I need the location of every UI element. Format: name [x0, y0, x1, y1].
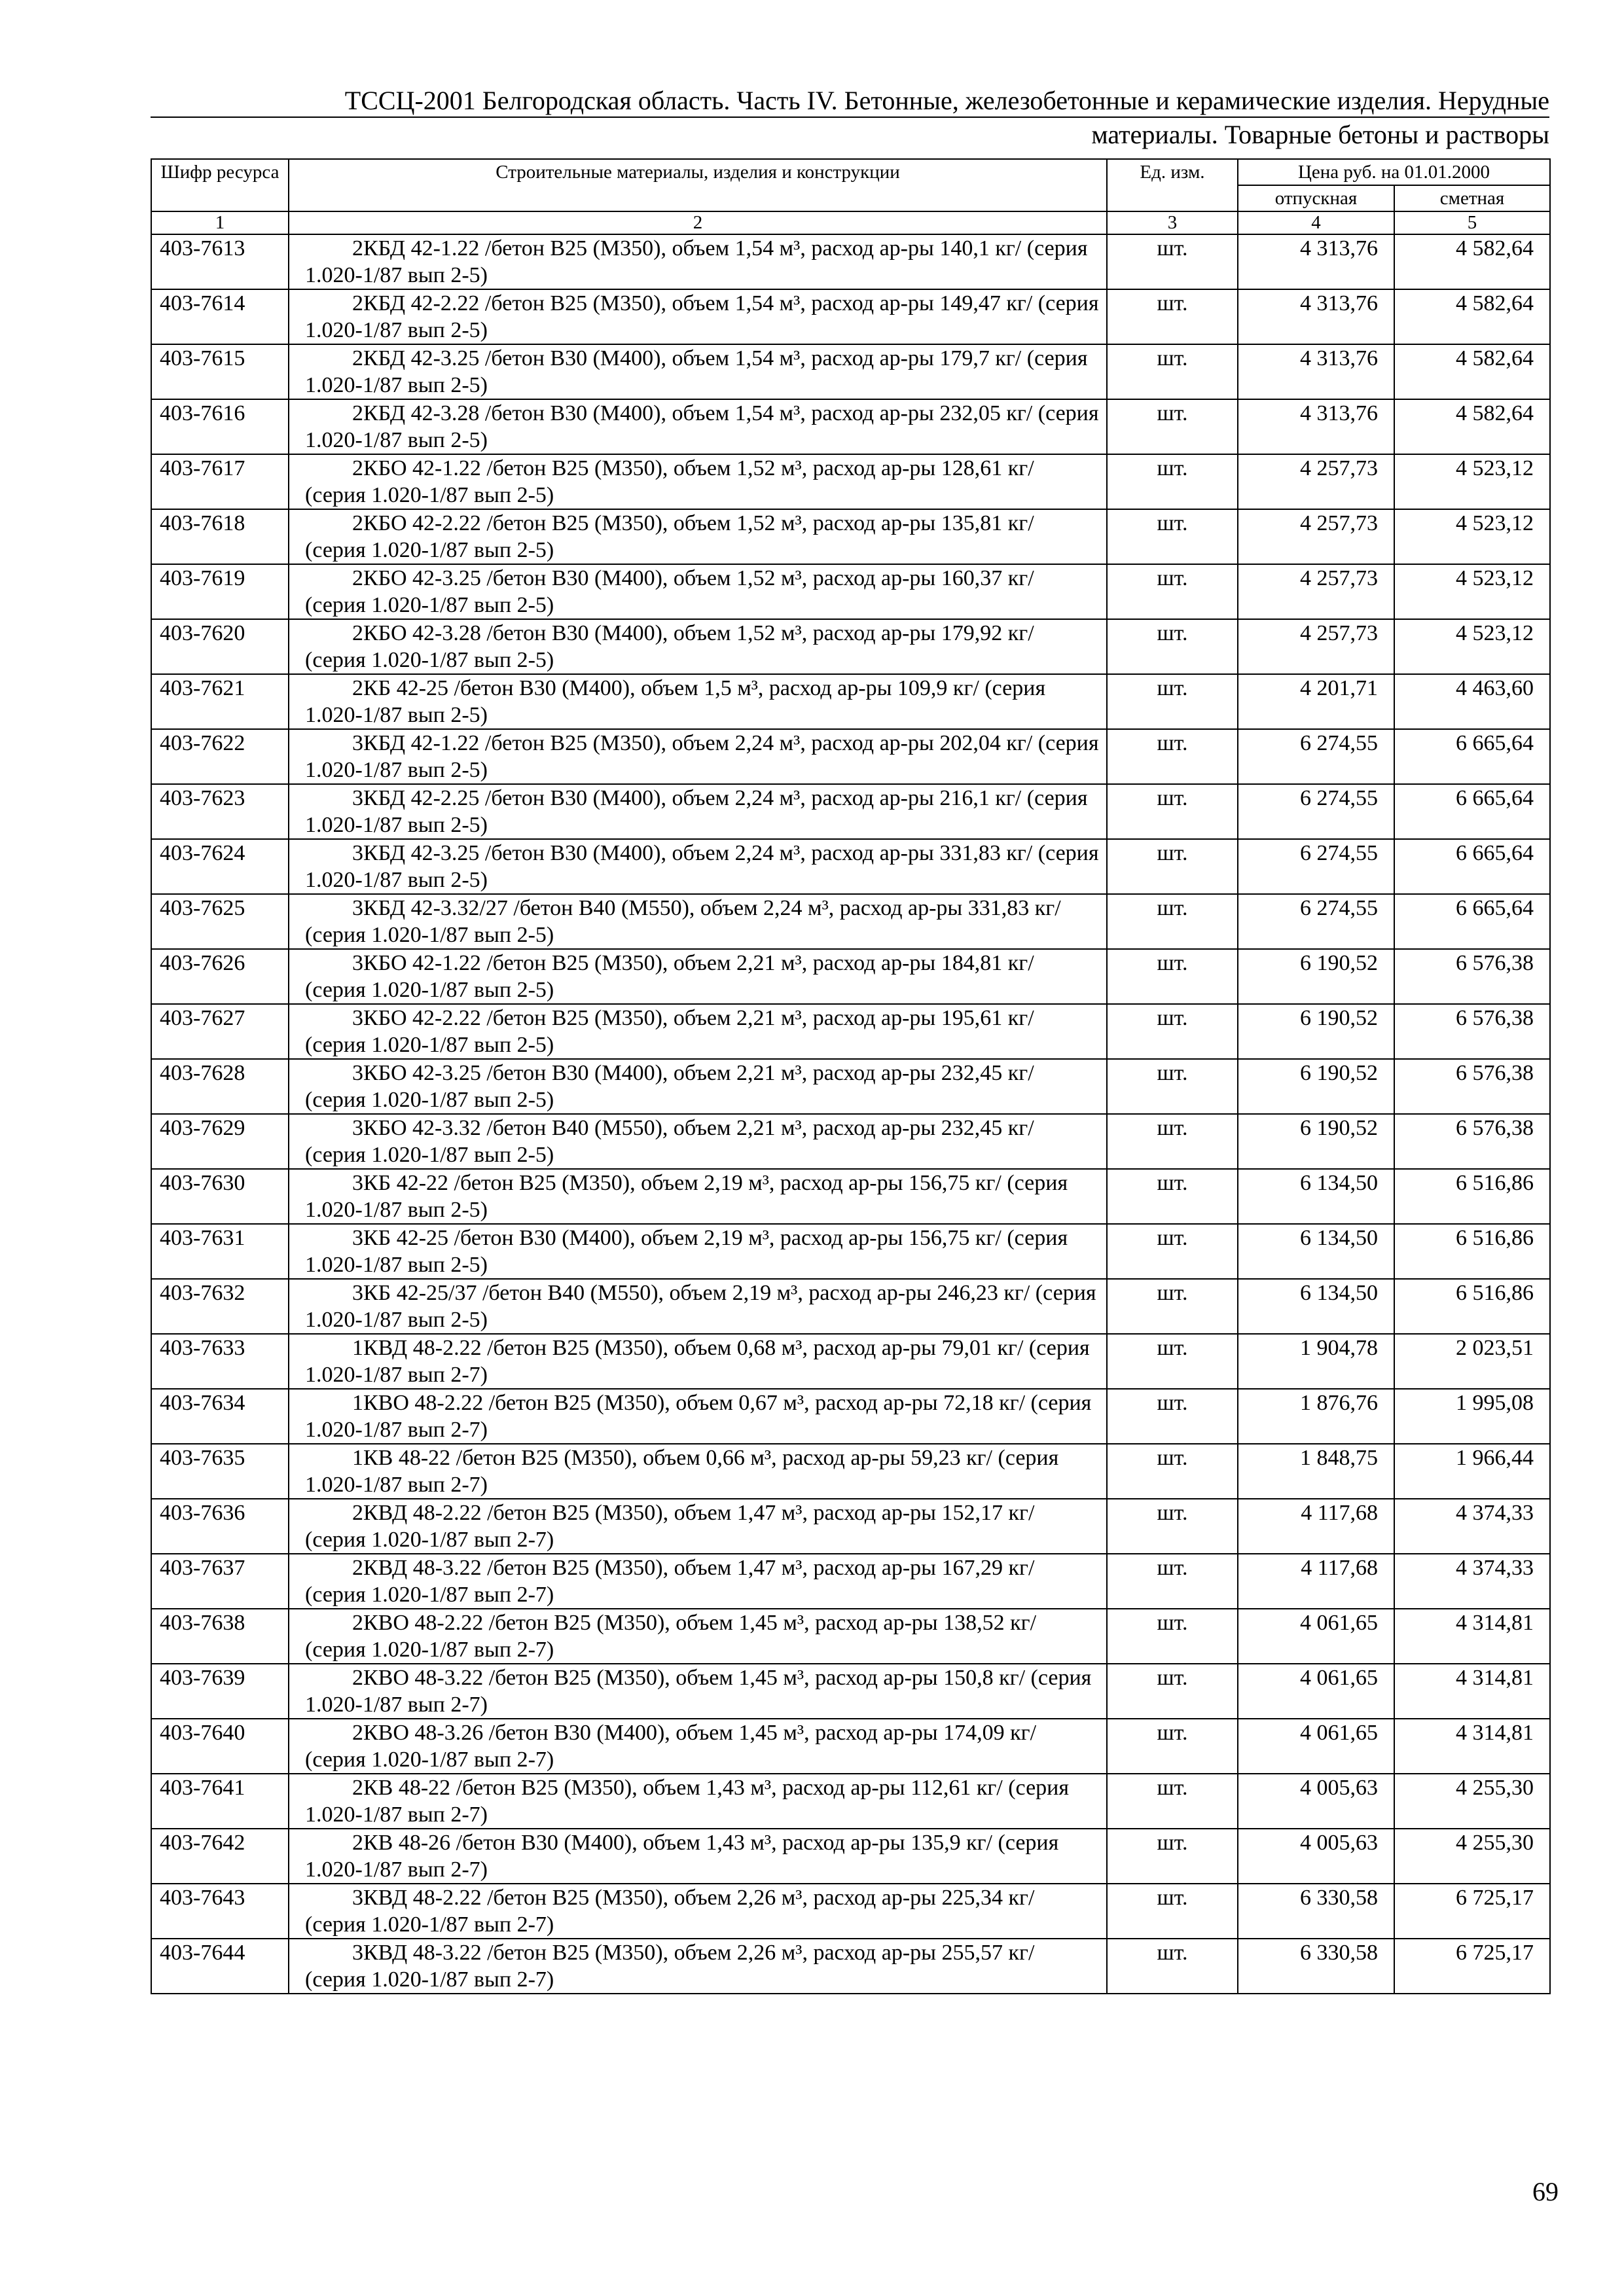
description-cell: 3КБД 42-3.32/27 /бетон В40 (М550), объем 2,24 м³, расход ар-ры 331,83 кг/ (серия 1.020-1/87 вып 2-5) [289, 894, 1107, 949]
column-number: 4 [1238, 211, 1394, 234]
unit-cell: шт. [1107, 1609, 1238, 1664]
resource-code-cell: 403-7624 [151, 839, 289, 894]
table-row [151, 1169, 1550, 1224]
release-price-cell: 6 190,52 [1238, 1004, 1394, 1059]
table-row [151, 839, 1550, 894]
header-title-line-1: ТССЦ-2001 Белгородская область. Часть IV. Бетонные, железобетонные и керамические изделия. Нерудные [344, 86, 1549, 115]
release-price-cell: 4 313,76 [1238, 399, 1394, 454]
unit-cell: шт. [1107, 1169, 1238, 1224]
unit-cell: шт. [1107, 1334, 1238, 1389]
resource-code-cell: 403-7635 [151, 1444, 289, 1499]
resource-code-cell: 403-7625 [151, 894, 289, 949]
release-price-cell: 6 190,52 [1238, 1059, 1394, 1114]
release-price-cell: 6 134,50 [1238, 1224, 1394, 1279]
release-price-cell: 4 061,65 [1238, 1664, 1394, 1719]
unit-cell: шт. [1107, 839, 1238, 894]
resource-code-cell: 403-7618 [151, 509, 289, 564]
release-price-cell: 4 061,65 [1238, 1719, 1394, 1774]
unit-cell: шт. [1107, 1829, 1238, 1884]
description-cell: 2КБД 42-3.25 /бетон В30 (М400), объем 1,54 м³, расход ар-ры 179,7 кг/ (серия 1.020-1/87 вып 2-5) [289, 344, 1107, 399]
release-price-cell: 6 274,55 [1238, 839, 1394, 894]
description-cell: 3КБД 42-3.25 /бетон В30 (М400), объем 2,24 м³, расход ар-ры 331,83 кг/ (серия 1.020-1/87 вып 2-5) [289, 839, 1107, 894]
unit-cell: шт. [1107, 1939, 1238, 1994]
unit-cell: шт. [1107, 894, 1238, 949]
description-cell: 3КВД 48-2.22 /бетон В25 (М350), объем 2,26 м³, расход ар-ры 225,34 кг/ (серия 1.020-1/87 вып 2-7) [289, 1884, 1107, 1939]
description-cell: 3КБО 42-3.32 /бетон В40 (М550), объем 2,21 м³, расход ар-ры 232,45 кг/ (серия 1.020-1/87 вып 2-5) [289, 1114, 1107, 1169]
resource-code-cell: 403-7641 [151, 1774, 289, 1829]
estimate-price-cell: 1 995,08 [1394, 1389, 1550, 1444]
release-price-cell: 4 117,68 [1238, 1499, 1394, 1554]
unit-cell: шт. [1107, 564, 1238, 619]
column-header-release-price: отпускная [1238, 185, 1394, 211]
resource-code-cell: 403-7637 [151, 1554, 289, 1609]
estimate-price-cell: 1 966,44 [1394, 1444, 1550, 1499]
unit-cell: шт. [1107, 1499, 1238, 1554]
unit-cell: шт. [1107, 1389, 1238, 1444]
release-price-cell: 6 134,50 [1238, 1279, 1394, 1334]
table-row [151, 234, 1550, 289]
description-cell: 2КБД 42-2.22 /бетон В25 (М350), объем 1,54 м³, расход ар-ры 149,47 кг/ (серия 1.020-1/87 вып 2-5) [289, 289, 1107, 344]
table-row [151, 1554, 1550, 1609]
table-row [151, 564, 1550, 619]
estimate-price-cell: 6 576,38 [1394, 1114, 1550, 1169]
estimate-price-cell: 4 314,81 [1394, 1664, 1550, 1719]
release-price-cell: 4 061,65 [1238, 1609, 1394, 1664]
table-row [151, 1939, 1550, 1994]
description-cell: 1КВ 48-22 /бетон В25 (М350), объем 0,66 м³, расход ар-ры 59,23 кг/ (серия 1.020-1/87 вып 2-7) [289, 1444, 1107, 1499]
resource-code-cell: 403-7622 [151, 729, 289, 784]
release-price-cell: 1 904,78 [1238, 1334, 1394, 1389]
resource-code-cell: 403-7615 [151, 344, 289, 399]
estimate-price-cell: 6 665,64 [1394, 729, 1550, 784]
description-cell: 2КВО 48-3.22 /бетон В25 (М350), объем 1,45 м³, расход ар-ры 150,8 кг/ (серия 1.020-1/87 вып 2-7) [289, 1664, 1107, 1719]
resource-code-cell: 403-7621 [151, 674, 289, 729]
unit-cell: шт. [1107, 1719, 1238, 1774]
column-header-price-group: Цена руб. на 01.01.2000 [1238, 159, 1550, 185]
estimate-price-cell: 6 725,17 [1394, 1939, 1550, 1994]
description-cell: 3КБД 42-2.25 /бетон В30 (М400), объем 2,24 м³, расход ар-ры 216,1 кг/ (серия 1.020-1/87 вып 2-5) [289, 784, 1107, 839]
resource-code-cell: 403-7629 [151, 1114, 289, 1169]
estimate-price-cell: 6 725,17 [1394, 1884, 1550, 1939]
unit-cell: шт. [1107, 234, 1238, 289]
description-cell: 2КБО 42-1.22 /бетон В25 (М350), объем 1,52 м³, расход ар-ры 128,61 кг/ (серия 1.020-1/87 вып 2-5) [289, 454, 1107, 509]
release-price-cell: 6 330,58 [1238, 1939, 1394, 1994]
estimate-price-cell: 4 523,12 [1394, 509, 1550, 564]
release-price-cell: 4 313,76 [1238, 344, 1394, 399]
table-row [151, 289, 1550, 344]
unit-cell: шт. [1107, 1224, 1238, 1279]
estimate-price-cell: 6 665,64 [1394, 839, 1550, 894]
resource-code-cell: 403-7642 [151, 1829, 289, 1884]
resource-code-cell: 403-7619 [151, 564, 289, 619]
column-number: 1 [151, 211, 289, 234]
estimate-price-cell: 4 582,64 [1394, 234, 1550, 289]
release-price-cell: 6 274,55 [1238, 729, 1394, 784]
resource-code-cell: 403-7644 [151, 1939, 289, 1994]
unit-cell: шт. [1107, 344, 1238, 399]
estimate-price-cell: 4 582,64 [1394, 289, 1550, 344]
table-row [151, 619, 1550, 674]
table-row [151, 1114, 1550, 1169]
description-cell: 2КВ 48-26 /бетон В30 (М400), объем 1,43 м³, расход ар-ры 135,9 кг/ (серия 1.020-1/87 вып 2-7) [289, 1829, 1107, 1884]
description-cell: 1КВД 48-2.22 /бетон В25 (М350), объем 0,68 м³, расход ар-ры 79,01 кг/ (серия 1.020-1/87 вып 2-7) [289, 1334, 1107, 1389]
release-price-cell: 4 313,76 [1238, 234, 1394, 289]
resource-code-cell: 403-7634 [151, 1389, 289, 1444]
table-row [151, 1389, 1550, 1444]
release-price-cell: 4 257,73 [1238, 454, 1394, 509]
resource-code-cell: 403-7638 [151, 1609, 289, 1664]
table-row [151, 894, 1550, 949]
release-price-cell: 4 257,73 [1238, 564, 1394, 619]
table-row [151, 1334, 1550, 1389]
resource-code-cell: 403-7616 [151, 399, 289, 454]
description-cell: 2КБД 42-1.22 /бетон В25 (М350), объем 1,54 м³, расход ар-ры 140,1 кг/ (серия 1.020-1/87 вып 2-5) [289, 234, 1107, 289]
description-cell: 2КБД 42-3.28 /бетон В30 (М400), объем 1,54 м³, расход ар-ры 232,05 кг/ (серия 1.020-1/87 вып 2-5) [289, 399, 1107, 454]
description-cell: 3КБО 42-2.22 /бетон В25 (М350), объем 2,21 м³, расход ар-ры 195,61 кг/ (серия 1.020-1/87 вып 2-5) [289, 1004, 1107, 1059]
estimate-price-cell: 6 665,64 [1394, 784, 1550, 839]
resource-code-cell: 403-7636 [151, 1499, 289, 1554]
resource-code-cell: 403-7643 [151, 1884, 289, 1939]
release-price-cell: 4 257,73 [1238, 619, 1394, 674]
table-row [151, 729, 1550, 784]
table-row [151, 674, 1550, 729]
unit-cell: шт. [1107, 949, 1238, 1004]
table-row [151, 1004, 1550, 1059]
description-cell: 2КБО 42-2.22 /бетон В25 (М350), объем 1,52 м³, расход ар-ры 135,81 кг/ (серия 1.020-1/87 вып 2-5) [289, 509, 1107, 564]
unit-cell: шт. [1107, 1004, 1238, 1059]
estimate-price-cell: 6 576,38 [1394, 1004, 1550, 1059]
description-cell: 3КБ 42-22 /бетон В25 (М350), объем 2,19 м³, расход ар-ры 156,75 кг/ (серия 1.020-1/87 вып 2-5) [289, 1169, 1107, 1224]
release-price-cell: 4 117,68 [1238, 1554, 1394, 1609]
table-body [151, 234, 1550, 1994]
description-cell: 3КБД 42-1.22 /бетон В25 (М350), объем 2,24 м³, расход ар-ры 202,04 кг/ (серия 1.020-1/87 вып 2-5) [289, 729, 1107, 784]
price-table [151, 158, 1551, 1994]
table-row [151, 784, 1550, 839]
resource-code-cell: 403-7627 [151, 1004, 289, 1059]
resource-code-cell: 403-7632 [151, 1279, 289, 1334]
estimate-price-cell: 4 582,64 [1394, 344, 1550, 399]
release-price-cell: 4 005,63 [1238, 1774, 1394, 1829]
table-row [151, 454, 1550, 509]
column-number: 2 [289, 211, 1107, 234]
table-row [151, 1499, 1550, 1554]
estimate-price-cell: 4 374,33 [1394, 1499, 1550, 1554]
estimate-price-cell: 4 523,12 [1394, 564, 1550, 619]
description-cell: 3КБ 42-25 /бетон В30 (М400), объем 2,19 м³, расход ар-ры 156,75 кг/ (серия 1.020-1/87 вып 2-5) [289, 1224, 1107, 1279]
release-price-cell: 4 313,76 [1238, 289, 1394, 344]
resource-code-cell: 403-7617 [151, 454, 289, 509]
unit-cell: шт. [1107, 1664, 1238, 1719]
resource-code-cell: 403-7633 [151, 1334, 289, 1389]
document-header [151, 84, 1549, 152]
unit-cell: шт. [1107, 289, 1238, 344]
column-header-unit: Ед. изм. [1107, 159, 1238, 211]
estimate-price-cell: 4 523,12 [1394, 619, 1550, 674]
unit-cell: шт. [1107, 784, 1238, 839]
resource-code-cell: 403-7620 [151, 619, 289, 674]
resource-code-cell: 403-7623 [151, 784, 289, 839]
table-row [151, 949, 1550, 1004]
release-price-cell: 1 876,76 [1238, 1389, 1394, 1444]
release-price-cell: 6 190,52 [1238, 949, 1394, 1004]
estimate-price-cell: 4 314,81 [1394, 1719, 1550, 1774]
description-cell: 2КБ 42-25 /бетон В30 (М400), объем 1,5 м³, расход ар-ры 109,9 кг/ (серия 1.020-1/87 вып 2-5) [289, 674, 1107, 729]
release-price-cell: 1 848,75 [1238, 1444, 1394, 1499]
unit-cell: шт. [1107, 619, 1238, 674]
column-header-description: Строительные материалы, изделия и конструкции [289, 159, 1107, 211]
unit-cell: шт. [1107, 399, 1238, 454]
description-cell: 2КВД 48-3.22 /бетон В25 (М350), объем 1,47 м³, расход ар-ры 167,29 кг/ (серия 1.020-1/87 вып 2-7) [289, 1554, 1107, 1609]
estimate-price-cell: 4 255,30 [1394, 1829, 1550, 1884]
column-header-estimate-price: сметная [1394, 185, 1550, 211]
release-price-cell: 6 190,52 [1238, 1114, 1394, 1169]
description-cell: 3КВД 48-3.22 /бетон В25 (М350), объем 2,26 м³, расход ар-ры 255,57 кг/ (серия 1.020-1/87 вып 2-7) [289, 1939, 1107, 1994]
table-row [151, 1059, 1550, 1114]
resource-code-cell: 403-7613 [151, 234, 289, 289]
table-row [151, 1664, 1550, 1719]
table-row [151, 344, 1550, 399]
estimate-price-cell: 4 582,64 [1394, 399, 1550, 454]
description-cell: 3КБ 42-25/37 /бетон В40 (М550), объем 2,19 м³, расход ар-ры 246,23 кг/ (серия 1.020-1/87 вып 2-5) [289, 1279, 1107, 1334]
description-cell: 2КВО 48-2.22 /бетон В25 (М350), объем 1,45 м³, расход ар-ры 138,52 кг/ (серия 1.020-1/87 вып 2-7) [289, 1609, 1107, 1664]
release-price-cell: 6 274,55 [1238, 784, 1394, 839]
unit-cell: шт. [1107, 509, 1238, 564]
estimate-price-cell: 4 255,30 [1394, 1774, 1550, 1829]
release-price-cell: 6 134,50 [1238, 1169, 1394, 1224]
estimate-price-cell: 4 374,33 [1394, 1554, 1550, 1609]
description-cell: 1КВО 48-2.22 /бетон В25 (М350), объем 0,67 м³, расход ар-ры 72,18 кг/ (серия 1.020-1/87 вып 2-7) [289, 1389, 1107, 1444]
estimate-price-cell: 2 023,51 [1394, 1334, 1550, 1389]
unit-cell: шт. [1107, 1444, 1238, 1499]
table-row [151, 1444, 1550, 1499]
header-divider [151, 117, 1549, 118]
unit-cell: шт. [1107, 1279, 1238, 1334]
resource-code-cell: 403-7631 [151, 1224, 289, 1279]
estimate-price-cell: 4 314,81 [1394, 1609, 1550, 1664]
estimate-price-cell: 6 576,38 [1394, 1059, 1550, 1114]
description-cell: 2КБО 42-3.25 /бетон В30 (М400), объем 1,52 м³, расход ар-ры 160,37 кг/ (серия 1.020-1/87 вып 2-5) [289, 564, 1107, 619]
resource-code-cell: 403-7639 [151, 1664, 289, 1719]
estimate-price-cell: 4 523,12 [1394, 454, 1550, 509]
table-row [151, 1719, 1550, 1774]
release-price-cell: 4 257,73 [1238, 509, 1394, 564]
estimate-price-cell: 6 576,38 [1394, 949, 1550, 1004]
unit-cell: шт. [1107, 674, 1238, 729]
description-cell: 3КБО 42-1.22 /бетон В25 (М350), объем 2,21 м³, расход ар-ры 184,81 кг/ (серия 1.020-1/87 вып 2-5) [289, 949, 1107, 1004]
table-row [151, 1829, 1550, 1884]
header-title-line-2: материалы. Товарные бетоны и растворы [1091, 120, 1549, 149]
table-row [151, 509, 1550, 564]
estimate-price-cell: 6 516,86 [1394, 1169, 1550, 1224]
unit-cell: шт. [1107, 1554, 1238, 1609]
description-cell: 3КБО 42-3.25 /бетон В30 (М400), объем 2,21 м³, расход ар-ры 232,45 кг/ (серия 1.020-1/87 вып 2-5) [289, 1059, 1107, 1114]
unit-cell: шт. [1107, 1059, 1238, 1114]
unit-cell: шт. [1107, 729, 1238, 784]
description-cell: 2КБО 42-3.28 /бетон В30 (М400), объем 1,52 м³, расход ар-ры 179,92 кг/ (серия 1.020-1/87 вып 2-5) [289, 619, 1107, 674]
table-row [151, 1774, 1550, 1829]
unit-cell: шт. [1107, 1884, 1238, 1939]
estimate-price-cell: 6 516,86 [1394, 1224, 1550, 1279]
description-cell: 2КВД 48-2.22 /бетон В25 (М350), объем 1,47 м³, расход ар-ры 152,17 кг/ (серия 1.020-1/87 вып 2-7) [289, 1499, 1107, 1554]
unit-cell: шт. [1107, 1774, 1238, 1829]
release-price-cell: 6 330,58 [1238, 1884, 1394, 1939]
description-cell: 2КВО 48-3.26 /бетон В30 (М400), объем 1,45 м³, расход ар-ры 174,09 кг/ (серия 1.020-1/87 вып 2-7) [289, 1719, 1107, 1774]
resource-code-cell: 403-7626 [151, 949, 289, 1004]
unit-cell: шт. [1107, 1114, 1238, 1169]
release-price-cell: 4 005,63 [1238, 1829, 1394, 1884]
table-row [151, 1884, 1550, 1939]
unit-cell: шт. [1107, 454, 1238, 509]
table-row [151, 1609, 1550, 1664]
release-price-cell: 6 274,55 [1238, 894, 1394, 949]
resource-code-cell: 403-7630 [151, 1169, 289, 1224]
estimate-price-cell: 6 665,64 [1394, 894, 1550, 949]
column-number-row [151, 211, 1550, 234]
estimate-price-cell: 6 516,86 [1394, 1279, 1550, 1334]
page-number: 69 [1532, 2177, 1559, 2206]
resource-code-cell: 403-7614 [151, 289, 289, 344]
column-number: 5 [1394, 211, 1550, 234]
table-row [151, 1224, 1550, 1279]
description-cell: 2КВ 48-22 /бетон В25 (М350), объем 1,43 м³, расход ар-ры 112,61 кг/ (серия 1.020-1/87 вып 2-7) [289, 1774, 1107, 1829]
column-header-code: Шифр ресурса [151, 159, 289, 211]
column-number: 3 [1107, 211, 1238, 234]
table-row [151, 1279, 1550, 1334]
estimate-price-cell: 4 463,60 [1394, 674, 1550, 729]
release-price-cell: 4 201,71 [1238, 674, 1394, 729]
resource-code-cell: 403-7640 [151, 1719, 289, 1774]
table-row [151, 399, 1550, 454]
resource-code-cell: 403-7628 [151, 1059, 289, 1114]
